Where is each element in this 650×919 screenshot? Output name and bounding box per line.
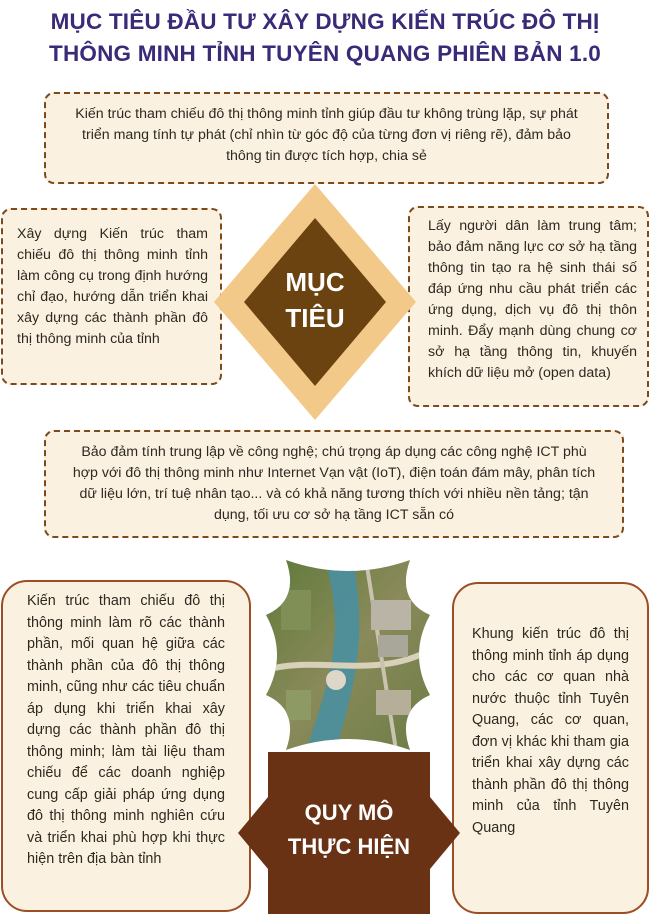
scope-label-line-1: QUY MÔ bbox=[304, 800, 394, 825]
objective-box-right bbox=[408, 206, 649, 407]
objective-right-text: Lấy người dân làm trung tâm; bảo đảm năng lực cơ sở hạ tầng thông tin tạo ra hệ sinh thái số đáp ứng nhu cầu phát triển các ứng dụng, dịch vụ đô thị thôn minh. Đẩy mạnh dùng chung cơ sở hạ tầng thông tin, khuyến khích dữ liệu mở (open data) bbox=[428, 218, 637, 381]
objective-top-text: Kiến trúc tham chiếu đô thị thông minh tỉnh giúp đầu tư không trùng lặp, sự phát triển mang tính tự phát (chỉ nhìn từ góc độ của từng đơn vị riêng rẽ), đảm bảo thông tin được tích hợp, chia sẻ bbox=[75, 106, 578, 164]
objective-box-bottom bbox=[44, 430, 624, 538]
city-aerial-image bbox=[266, 560, 430, 750]
scope-right-text: Khung kiến trúc đô thị thông minh tỉnh áp dụng cho các cơ quan nhà nước thuộc tỉnh Tuyên Quang, các cơ quan, đơn vị khác khi tham gia triển khai xây dựng các thành phần đô thị thông minh của tỉnh Tuyên Quang bbox=[472, 626, 629, 836]
scope-label bbox=[238, 796, 460, 864]
diamond-label bbox=[214, 264, 416, 336]
objective-diamond bbox=[214, 184, 416, 420]
objective-box-top bbox=[44, 92, 609, 184]
title-line-2: THÔNG MINH TỈNH TUYÊN QUANG PHIÊN BẢN 1.0 bbox=[49, 41, 601, 66]
diamond-label-line-1: MỤC bbox=[285, 267, 345, 297]
scope-label-shape bbox=[238, 752, 460, 914]
page-title bbox=[0, 6, 650, 70]
scope-box-left bbox=[1, 580, 251, 912]
title-line-1: MỤC TIÊU ĐẦU TƯ XÂY DỰNG KIẾN TRÚC ĐÔ THỊ bbox=[50, 9, 600, 34]
diamond-label-line-2: TIÊU bbox=[285, 303, 345, 333]
objective-box-left bbox=[1, 208, 222, 385]
scope-left-text: Kiến trúc tham chiếu đô thị thông minh làm rõ các thành phần, mối quan hệ giữa các thành phần của đô thị thông minh, cũng như các tiêu chuẩn áp dụng khi triển khai xây dựng các thành phần đô thị thông minh; làm tài liệu tham chiếu để các doanh nghiệp cung cấp giải pháp ứng dụng đô thị thông minh nghiên cứu và triển khai phù hợp khi thực hiện trên địa bàn tỉnh bbox=[27, 593, 225, 867]
objective-left-text: Xây dựng Kiến trúc tham chiếu đô thị thông minh tỉnh làm công cụ trong định hướng chỉ đạo, hướng dẫn triển khai xây dựng các thành phần đô thị thông minh của tỉnh bbox=[17, 226, 208, 347]
scope-box-right bbox=[452, 582, 649, 914]
scope-label-line-2: THỰC HIỆN bbox=[287, 834, 411, 859]
objective-bottom-text: Bảo đảm tính trung lập về công nghệ; chú trọng áp dụng các công nghệ ICT phù hợp với đô thị thông minh như Internet Vạn vật (IoT), điện toán đám mây, phân tích dữ liệu lớn, trí tuệ nhân tạo... và có khả năng tương thích với nhiều nền tảng; tận dụng, tối ưu cơ sở hạ tầng ICT sẵn có bbox=[72, 444, 596, 523]
